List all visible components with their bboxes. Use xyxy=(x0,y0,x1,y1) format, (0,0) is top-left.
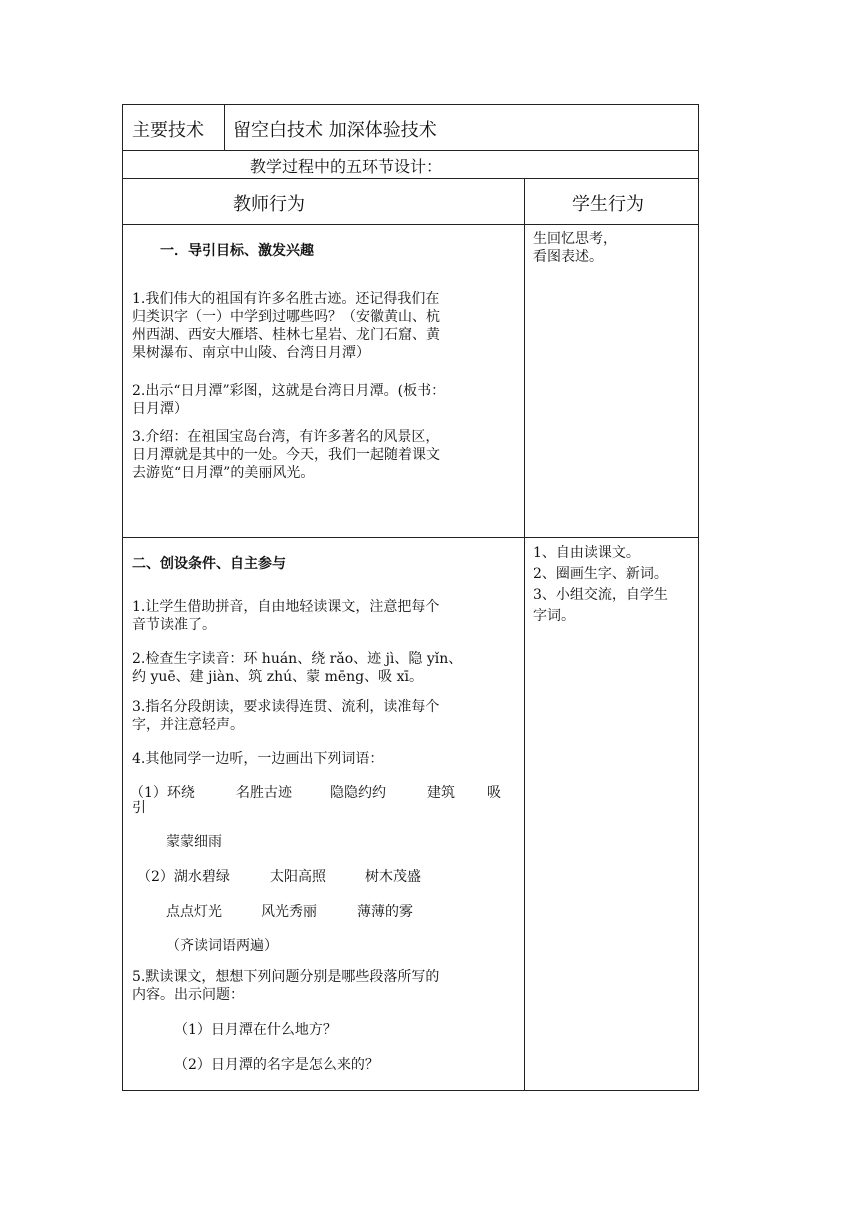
section2-heading: 二、创设条件、自主参与 xyxy=(132,556,286,572)
word-item: （2）湖水碧绿 xyxy=(137,869,230,885)
text-line: 字，并注意轻声。 xyxy=(132,717,244,733)
read-note: （齐读词语两遍） xyxy=(166,938,278,954)
text-line: 日月潭就是其中的一处。今天，我们一起随着课文 xyxy=(132,447,440,463)
word-item: 点点灯光 xyxy=(166,904,222,920)
text-line: 去游览“日月潭”的美丽风光。 xyxy=(132,465,315,481)
table-border-left xyxy=(122,104,123,1091)
word-item-wrap: 引 xyxy=(132,800,146,816)
text-line: 2.出示“日月潭”彩图，这就是台湾日月潭。(板书： xyxy=(132,383,446,399)
section2-paragraph-1 xyxy=(132,598,439,634)
text-line: 归类识字（一）中学到过哪些吗？（安徽黄山、杭 xyxy=(132,309,440,325)
text-line: 日月潭） xyxy=(132,401,188,417)
row-divider-3 xyxy=(122,224,699,225)
section2-paragraph-5 xyxy=(132,968,439,1004)
text-line: 3.指名分段朗读，要求读得连贯、流利，读准每个 xyxy=(132,699,440,715)
section1-paragraph-1 xyxy=(132,290,440,362)
word-item: 建筑 xyxy=(427,785,455,801)
word-item: 吸 xyxy=(487,785,501,801)
table-border-right xyxy=(698,104,699,1091)
word-item: 风光秀丽 xyxy=(261,904,317,920)
section2-paragraph-3 xyxy=(132,698,439,734)
header-col-divider xyxy=(224,104,225,151)
row-divider-1 xyxy=(122,150,699,151)
text-line: 1、自由读课文。 xyxy=(533,545,640,561)
text-line: 字词。 xyxy=(533,608,575,624)
text-line: 内容。出示问题： xyxy=(132,987,244,1003)
text-line: 音节读准了。 xyxy=(132,617,216,633)
row-divider-4 xyxy=(122,537,699,538)
text-line: 3.介绍：在祖国宝岛台湾，有许多著名的风景区， xyxy=(132,429,440,445)
text-line: 5.默读课文，想想下列问题分别是哪些段落所写的 xyxy=(132,969,440,985)
text-line: 2.检查生字读音：环 huán、绕 rǎo、迹 jì、隐 yǐn、 xyxy=(132,651,463,667)
section1-paragraph-2 xyxy=(132,382,445,418)
word-item: 隐隐约约 xyxy=(330,785,386,801)
section2-student-behavior xyxy=(533,543,668,627)
table-border-bottom xyxy=(122,1090,699,1091)
section1-heading: 一．导引目标、激发兴趣 xyxy=(160,243,314,259)
text-line: 约 yuē、建 jiàn、筑 zhú、蒙 mēng、吸 xī。 xyxy=(132,669,423,685)
text-line: 州西湖、西安大雁塔、桂林七星岩、龙门石窟、黄 xyxy=(132,327,440,343)
row-divider-2 xyxy=(122,178,699,179)
text-line: 1.让学生借助拼音，自由地轻读课文，注意把每个 xyxy=(132,599,440,615)
teacher-column-header: 教师行为 xyxy=(233,194,305,215)
text-line: 生回忆思考， xyxy=(533,231,617,247)
main-technique-label: 主要技术 xyxy=(132,120,204,141)
section1-paragraph-3 xyxy=(132,428,440,482)
main-technique-value: 留空白技术 加深体验技术 xyxy=(233,120,437,141)
word-item: 树木茂盛 xyxy=(365,869,421,885)
word-item: 太阳高照 xyxy=(270,869,326,885)
section2-paragraph-4: 4.其他同学一边听，一边画出下列词语： xyxy=(132,751,384,767)
word-item: （1）环绕 xyxy=(130,785,195,801)
text-line: 果树瀑布、南京中山陵、台湾日月潭） xyxy=(132,345,370,361)
text-line: 2、圈画生字、新词。 xyxy=(533,566,668,582)
text-line: 3、小组交流，自学生 xyxy=(533,587,668,603)
text-line: 1.我们伟大的祖国有许多名胜古迹。还记得我们在 xyxy=(132,291,440,307)
word-item: 名胜古迹 xyxy=(236,785,292,801)
design-subtitle: 教学过程中的五环节设计： xyxy=(250,157,443,176)
main-col-divider xyxy=(524,178,525,1091)
section2-paragraph-2 xyxy=(132,650,462,686)
text-line: 看图表述。 xyxy=(533,249,603,265)
word-item: 薄薄的雾 xyxy=(357,904,413,920)
table-border-top xyxy=(122,104,699,105)
question-2: （2）日月潭的名字是怎么来的？ xyxy=(174,1057,379,1073)
question-1: （1）日月潭在什么地方？ xyxy=(174,1022,337,1038)
word-item: 蒙蒙细雨 xyxy=(166,834,222,850)
section1-student-behavior xyxy=(533,230,617,266)
student-column-header: 学生行为 xyxy=(572,194,644,215)
